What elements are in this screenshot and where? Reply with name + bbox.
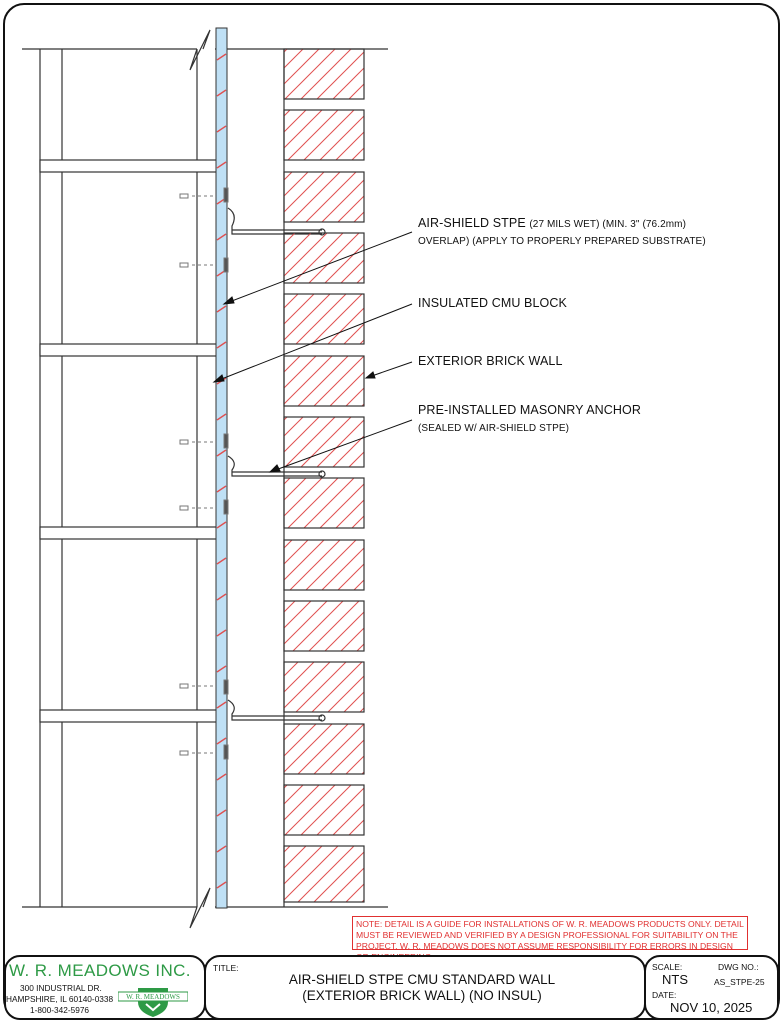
brick — [284, 662, 364, 712]
anchor-callout-detail — [418, 420, 569, 434]
brick — [284, 846, 364, 902]
logo-text: W. R. MEADOWS — [126, 993, 180, 1001]
brick — [284, 49, 364, 99]
brick — [284, 601, 364, 651]
air-shield-detail: (27 MILS WET) (MIN. 3" (76.2mm) — [529, 219, 687, 230]
company-phone: 1-800-342-5976 — [30, 1005, 90, 1015]
sheet-border — [4, 4, 779, 1019]
brick — [284, 478, 364, 528]
drawing-title-line2: (EXTERIOR BRICK WALL) (NO INSUL) — [302, 988, 542, 1003]
dwg-label: DWG NO.: — [718, 962, 759, 972]
cmu-bed-joint — [40, 160, 217, 172]
air-shield-membrane — [216, 28, 227, 908]
brick-callout: EXTERIOR BRICK WALL — [418, 354, 563, 368]
brick — [284, 356, 364, 406]
drawing-title-line1: AIR-SHIELD STPE CMU STANDARD WALL — [288, 972, 556, 987]
disclaimer-note: NOTE: DETAIL IS A GUIDE FOR INSTALLATIONS OF W. R. MEADOWS PRODUCTS ONLY. DETAIL MUST BE REVIEWED AND VERIFIED BY A DESIGN PROFESSIONAL FOR SUITABILITY ON THE PROJECT. W. R. MEADOWS DOES NOT ASSUME RESPONSIBILITY FOR ERRORS IN DESIGN — [352, 916, 748, 950]
brick — [284, 724, 364, 774]
date-value: NOV 10, 2025 — [670, 1000, 753, 1015]
scale-label: SCALE: — [652, 962, 683, 972]
dwg-value: AS_STPE-25 — [714, 977, 765, 987]
scale-value: NTS — [662, 972, 688, 987]
cmu-wall — [40, 49, 217, 907]
drawing-title — [212, 972, 632, 1004]
cmu-bed-joint — [40, 527, 217, 539]
date-label: DATE: — [652, 990, 677, 1000]
air-shield-label: AIR-SHIELD STPE — [418, 216, 526, 230]
brick — [284, 785, 364, 835]
brick — [284, 110, 364, 160]
anchor-callout: PRE-INSTALLED MASONRY ANCHOR — [418, 403, 641, 417]
cmu-callout: INSULATED CMU BLOCK — [418, 296, 567, 310]
brick — [284, 233, 364, 283]
anchor-detail: (SEALED W/ AIR-SHIELD STPE) — [418, 423, 570, 434]
cmu-bed-joint — [40, 344, 217, 356]
company-address-1: 300 INDUSTRIAL DR. — [20, 983, 102, 993]
air-shield-detail-2: OVERLAP) (APPLY TO PROPERLY PREPARED SUBSTRATE) — [418, 236, 706, 247]
company-name: W. R. MEADOWS INC. — [9, 961, 191, 980]
title-label: TITLE: — [213, 963, 239, 973]
cmu-bed-joint — [40, 710, 217, 722]
company-logo-icon — [118, 984, 188, 1018]
air-shield-callout — [418, 216, 686, 230]
air-shield-callout-line2 — [418, 233, 706, 247]
brick — [284, 540, 364, 590]
brick — [284, 294, 364, 344]
company-address-2: HAMPSHIRE, IL 60140-0338 — [6, 994, 114, 1004]
brick — [284, 172, 364, 222]
